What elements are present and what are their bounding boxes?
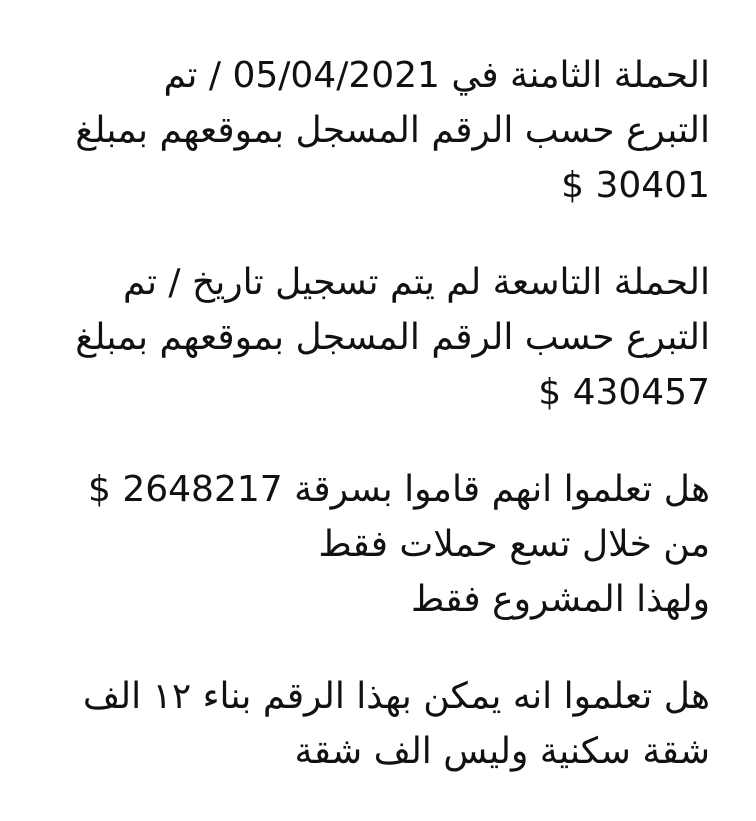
- text-line: الحملة الثامنة في 05/04/2021 / تم: [163, 55, 710, 96]
- paragraph-campaign-eight: [30, 48, 710, 213]
- text-line: الحملة التاسعة لم يتم تسجيل تاريخ / تم: [123, 262, 710, 303]
- paragraph-campaign-nine: [30, 255, 710, 420]
- text-line: هل تعلموا انه يمكن بهذا الرقم بناء ١٢ الف: [82, 676, 710, 717]
- text-line: $ 430457: [538, 372, 710, 413]
- text-line: $ 30401: [561, 165, 710, 206]
- text-line: شقة سكنية وليس الف شقة: [294, 731, 710, 772]
- text-line: هل تعلموا انهم قاموا بسرقة 2648217 $: [87, 469, 710, 510]
- paragraph-apartments: [30, 669, 710, 779]
- text-line: التبرع حسب الرقم المسجل بموقعهم بمبلغ: [75, 317, 710, 358]
- text-line: التبرع حسب الرقم المسجل بموقعهم بمبلغ: [75, 110, 710, 151]
- paragraph-total-stolen: [30, 462, 710, 627]
- text-line: ولهذا المشروع فقط: [411, 579, 710, 620]
- message-text: [30, 48, 710, 821]
- text-line: من خلال تسع حملات فقط: [318, 524, 710, 565]
